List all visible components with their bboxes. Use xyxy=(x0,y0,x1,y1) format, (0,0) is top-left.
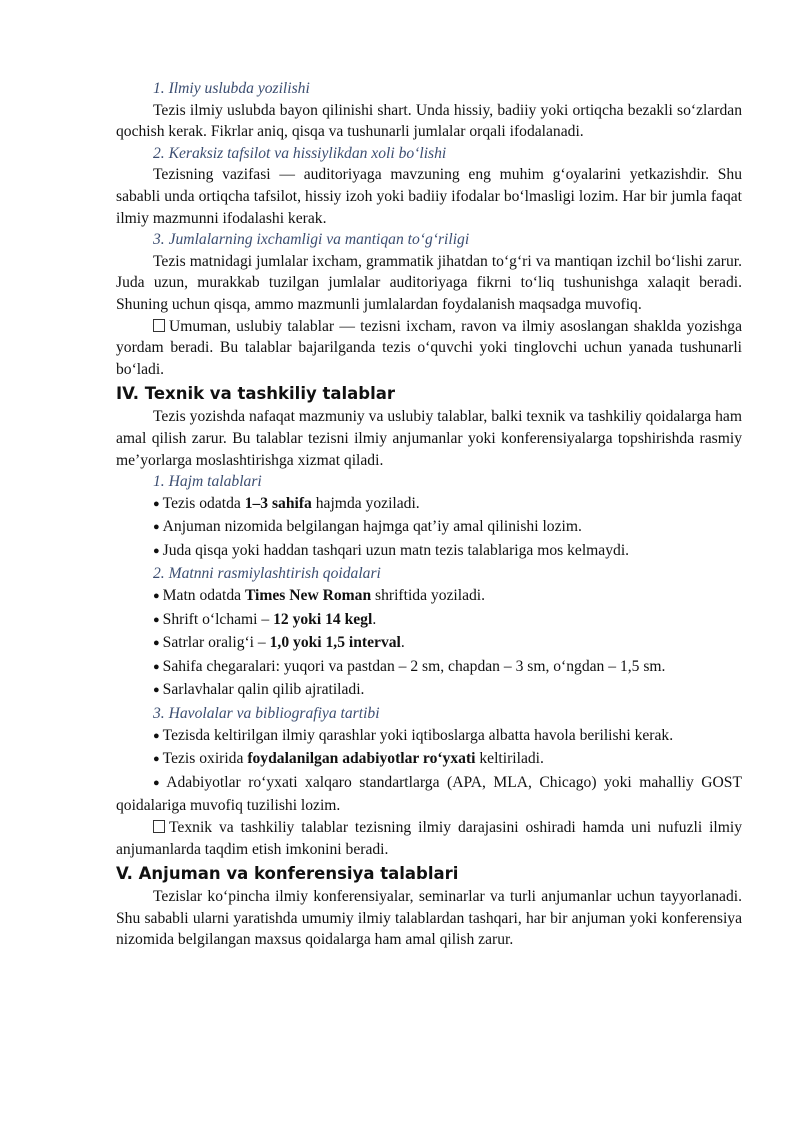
bullet-dot-icon: ● xyxy=(153,637,160,650)
bullet-dot-icon: ● xyxy=(153,521,160,534)
list-item-bold: Times New Roman xyxy=(244,587,372,605)
list-item-text: Tezis oxirida xyxy=(162,750,248,768)
list-item-text: Satrlar oralig‘i – xyxy=(162,634,270,652)
bullet-dot-icon: ● xyxy=(153,660,160,673)
list-item xyxy=(116,516,742,540)
list-item xyxy=(116,632,742,656)
subheading-rasmiylashtirish: 2. Matnni rasmiylashtirish qoidalari xyxy=(153,565,381,583)
summary-text-texnik: Texnik va tashkiliy talablar tezisning ilmiy darajasini oshiradi hamda uni nufuzli ilmiy anjumanlarda taqdim etish imkonini beradi. xyxy=(116,819,742,858)
list-item-bold: 1–3 sahifa xyxy=(244,494,312,512)
list-item-bold: 12 yoki 14 kegl xyxy=(273,610,373,628)
bullet-dot-icon: ● xyxy=(153,497,160,510)
list-item xyxy=(116,679,742,703)
list-item xyxy=(116,493,742,517)
subheading-jumlalar-ixchamligi: 3. Jumlalarning ixchamligi va mantiqan to‘g‘riligi xyxy=(153,231,470,249)
bullet-dot-icon: ● xyxy=(153,729,160,742)
list-item-text: Adabiyotlar ro‘yxati xalqaro standartlarga (APA, MLA, Chicago) yoki mahalliy GOST qoidalariga muvofiq tuzilishi lozim. xyxy=(116,773,742,815)
list-item xyxy=(116,609,742,633)
list-item xyxy=(116,540,742,564)
summary-paragraph-uslubiy xyxy=(116,316,742,381)
section-heading-anjuman: V. Anjuman va konferensiya talablari xyxy=(116,864,459,884)
list-item-text: . xyxy=(400,634,405,652)
list-item-text: Matn odatda xyxy=(162,587,245,605)
paragraph-keraksiz-tafsilot: Tezisning vazifasi — auditoriyaga mavzuning eng muhim g‘oyalarini yetkazishdir. Shu sababli unda ortiqcha tafsilot, hissiy izoh yoki badiiy ifodalar bo‘lmasligi lozim. Har bir jumla faqat ilmiy mazmunni ifodalashi kerak. xyxy=(116,166,742,227)
list-item xyxy=(116,585,742,609)
bullet-dot-icon: ● xyxy=(153,776,164,789)
subheading-havolalar: 3. Havolalar va bibliografiya tartibi xyxy=(153,705,380,723)
list-item-text: Tezis odatda xyxy=(162,494,245,512)
summary-paragraph-texnik xyxy=(116,817,742,860)
subheading-keraksiz-tafsilot: 2. Keraksiz tafsilot va hissiylikdan xoli bo‘lishi xyxy=(153,144,447,162)
list-item-text: Sarlavhalar qalin qilib ajratiladi. xyxy=(162,681,365,699)
bullet-dot-icon: ● xyxy=(153,544,160,557)
section-heading-texnik: IV. Texnik va tashkiliy talablar xyxy=(116,384,396,404)
list-item-text: hajmda yoziladi. xyxy=(311,494,420,512)
paragraph-texnik-intro: Tezis yozishda nafaqat mazmuniy va uslubiy talablar, balki texnik va tashkiliy qoidalarga ham amal qilish zarur. Bu talablar tezisni ilmiy anjumanlar yoki konferensiyalarga topshirishda rasmiy me’yorlarga moslashtirishga xizmat qiladi. xyxy=(116,408,742,469)
list-item-bold: foydalanilgan adabiyotlar ro‘yxati xyxy=(247,750,476,768)
subheading-hajm: 1. Hajm talablari xyxy=(153,473,262,491)
bullet-dot-icon: ● xyxy=(153,590,160,603)
missing-glyph-box-icon xyxy=(153,319,165,332)
bullet-dot-icon: ● xyxy=(153,684,160,697)
subheading-ilmiy-uslub: 1. Ilmiy uslubda yozilishi xyxy=(153,80,310,97)
missing-glyph-box-icon xyxy=(153,820,165,833)
document-page xyxy=(116,78,742,951)
list-item xyxy=(116,772,742,817)
paragraph-jumlalar-ixchamligi: Tezis matnidagi jumlalar ixcham, grammatik jihatdan to‘g‘ri va mantiqan izchil bo‘lishi zarur. Juda uzun, murakkab tuzilgan jumlalar auditoriyaga fikrni to‘liq tushunishga xalaqit beradi. Shuning uchun qisqa, ammo mazmunli jumlalardan foydalanish maqsadga muvofiq. xyxy=(116,252,742,313)
list-item xyxy=(116,748,742,772)
list-item xyxy=(116,656,742,680)
list-item-text: Sahifa chegaralari: yuqori va pastdan – 2 sm, chapdan – 3 sm, o‘ngdan – 1,5 sm. xyxy=(162,657,666,675)
list-item-text: Juda qisqa yoki haddan tashqari uzun matn tezis talablariga mos kelmaydi. xyxy=(162,541,630,559)
paragraph-anjuman-intro: Tezislar ko‘pincha ilmiy konferensiyalar, seminarlar va turli anjumanlar uchun tayyorlanadi. Shu sababli ularni yaratishda umumiy ilmiy talablardan tashqari, har bir anjuman yoki konferensiya nizomida belgilangan maxsus qoidalarga ham amal qilish zarur. xyxy=(116,888,742,949)
list-item-text: . xyxy=(372,610,377,628)
list-item-text: Shrift o‘lchami – xyxy=(162,610,274,628)
paragraph-ilmiy-uslub: Tezis ilmiy uslubda bayon qilinishi shart. Unda hissiy, badiiy yoki ortiqcha bezakli so‘zlardan qochish kerak. Fikrlar aniq, qisqa va tushunarli jumlalar orqali ifodalanadi. xyxy=(116,101,742,141)
list-item-bold: 1,0 yoki 1,5 interval xyxy=(269,634,401,652)
list-item-text: keltiriladi. xyxy=(475,750,544,768)
bullet-dot-icon: ● xyxy=(153,753,160,766)
list-item-text: shriftida yoziladi. xyxy=(371,587,486,605)
summary-text-uslubiy: Umuman, uslubiy talablar — tezisni ixcham, ravon va ilmiy asoslangan shaklda yozishga yordam beradi. Bu talablar bajarilganda tezis o‘quvchi yoki tinglovchi uchun yanada tushunarli bo‘ladi. xyxy=(116,317,742,378)
list-item-text: Anjuman nizomida belgilangan hajmga qat’iy amal qilinishi lozim. xyxy=(162,518,582,536)
list-item-text: Tezisda keltirilgan ilmiy qarashlar yoki iqtiboslarga albatta havola berilishi kerak. xyxy=(162,726,674,744)
list-item xyxy=(116,725,742,749)
bullet-dot-icon: ● xyxy=(153,613,160,626)
